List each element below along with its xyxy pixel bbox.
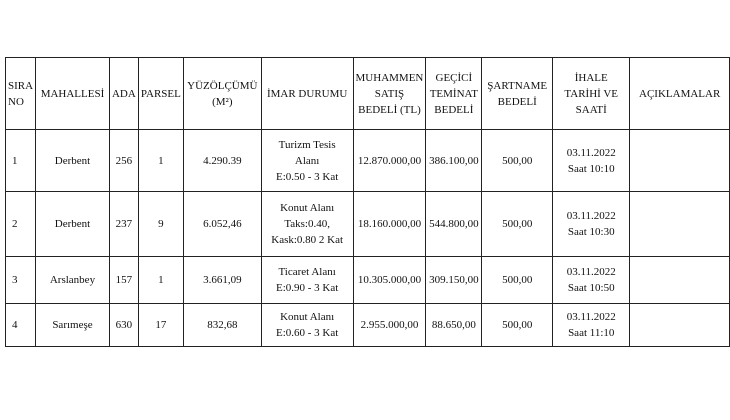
imar-line: E:0.50 - 3 Kat	[275, 170, 339, 183]
header-sira-line: SIRA	[8, 79, 34, 92]
cell-gecici: 88.650,00	[426, 304, 482, 347]
header-sira-line: NO	[8, 95, 24, 108]
cell-ada: 237	[109, 192, 138, 257]
ihale-time: Saat 10:50	[567, 282, 615, 294]
cell-mahalle: Arslanbey	[36, 257, 110, 304]
imar-line: E:0.90 - 3 Kat	[275, 282, 339, 294]
cell-mahalle: Derbent	[36, 192, 110, 257]
header-yuzolcumu-line: YÜZÖLÇÜMÜ	[187, 79, 258, 92]
cell-ada: 256	[109, 130, 138, 192]
header-mahalle-text: MAHALLESİ	[40, 87, 105, 100]
header-yuzolcumu-line: (M²)	[212, 95, 233, 108]
cell-yuzolcumu: 4.290.39	[183, 130, 261, 192]
ihale-date: 03.11.2022	[566, 266, 616, 278]
imar-line: E:0.60 - 3 Kat	[275, 327, 339, 339]
cell-ada: 630	[109, 304, 138, 347]
header-ihale	[553, 58, 630, 130]
table-row	[6, 304, 730, 347]
cell-ada: 157	[109, 257, 138, 304]
cell-yuzolcumu: 832,68	[183, 304, 261, 347]
table-row	[6, 130, 730, 192]
header-aciklamalar	[630, 58, 730, 130]
auction-table	[5, 57, 730, 347]
cell-parsel: 1	[138, 130, 183, 192]
header-aciklamalar-text: AÇIKLAMALAR	[639, 87, 721, 100]
header-gecici-line: BEDELİ	[434, 103, 474, 116]
cell-sartname: 500,00	[482, 304, 553, 347]
header-muhammen-line: BEDELİ (TL)	[358, 103, 421, 116]
header-imar	[261, 58, 353, 130]
cell-aciklama	[630, 192, 730, 257]
header-parsel-text: PARSEL	[140, 87, 181, 100]
cell-ihale	[553, 257, 630, 304]
cell-imar	[261, 257, 353, 304]
imar-line: Konut Alanı	[280, 311, 335, 323]
header-muhammen	[353, 58, 426, 130]
cell-mahalle: Derbent	[36, 130, 110, 192]
cell-aciklama	[630, 257, 730, 304]
cell-sira: 2	[6, 192, 36, 257]
cell-sartname: 500,00	[482, 192, 553, 257]
cell-parsel: 1	[138, 257, 183, 304]
imar-line: Konut Alanı	[280, 202, 335, 214]
header-muhammen-line: MUHAMMEN	[355, 71, 424, 84]
cell-aciklama	[630, 304, 730, 347]
imar-line: Alanı	[294, 154, 320, 167]
ihale-date: 03.11.2022	[566, 146, 616, 159]
imar-line: Taks:0.40,	[284, 218, 330, 230]
cell-muhammen: 2.955.000,00	[353, 304, 426, 347]
header-gecici-line: GEÇİCİ	[435, 71, 473, 84]
cell-yuzolcumu: 3.661,09	[183, 257, 261, 304]
header-parsel	[138, 58, 183, 130]
header-ihale-line: İHALE	[574, 71, 608, 84]
cell-imar	[261, 130, 353, 192]
cell-gecici: 386.100,00	[426, 130, 482, 192]
header-muhammen-line: SATIŞ	[374, 87, 405, 100]
header-imar-text: İMAR DURUMU	[266, 87, 348, 100]
ihale-time: Saat 10:30	[567, 226, 615, 238]
ihale-date: 03.11.2022	[566, 210, 616, 222]
ihale-time: Saat 11:10	[568, 327, 615, 339]
cell-imar	[261, 192, 353, 257]
header-sartname-line: ŞARTNAME	[487, 79, 548, 92]
table-row	[6, 192, 730, 257]
header-sira	[6, 58, 36, 130]
header-ihale-line: SAATİ	[575, 103, 607, 116]
cell-aciklama	[630, 130, 730, 192]
cell-imar	[261, 304, 353, 347]
header-sartname	[482, 58, 553, 130]
imar-line: Kask:0.80 2 Kat	[271, 234, 344, 246]
header-ada-text: ADA	[111, 87, 136, 100]
cell-ihale	[553, 192, 630, 257]
cell-mahalle: Sarımeşe	[36, 304, 110, 347]
header-ada	[109, 58, 138, 130]
header-row	[6, 58, 730, 130]
cell-sira: 1	[6, 130, 36, 192]
cell-gecici: 544.800,00	[426, 192, 482, 257]
cell-muhammen: 18.160.000,00	[353, 192, 426, 257]
header-yuzolcumu	[183, 58, 261, 130]
cell-parsel: 17	[138, 304, 183, 347]
cell-muhammen: 10.305.000,00	[353, 257, 426, 304]
table-row	[6, 257, 730, 304]
cell-sira: 4	[6, 304, 36, 347]
ihale-time: Saat 10:10	[567, 162, 615, 175]
header-gecici	[426, 58, 482, 130]
cell-yuzolcumu: 6.052,46	[183, 192, 261, 257]
cell-sira: 3	[6, 257, 36, 304]
cell-muhammen: 12.870.000,00	[353, 130, 426, 192]
header-mahalle	[36, 58, 110, 130]
cell-gecici: 309.150,00	[426, 257, 482, 304]
cell-ihale	[553, 304, 630, 347]
imar-line: Ticaret Alanı	[278, 266, 336, 278]
cell-parsel: 9	[138, 192, 183, 257]
document-page	[5, 57, 730, 347]
cell-ihale	[553, 130, 630, 192]
header-ihale-line: TARİHİ VE	[564, 87, 619, 100]
header-gecici-line: TEMİNAT	[429, 87, 478, 100]
header-sartname-line: BEDELİ	[497, 95, 537, 108]
cell-sartname: 500,00	[482, 257, 553, 304]
cell-sartname: 500,00	[482, 130, 553, 192]
imar-line: Turizm Tesis	[278, 138, 336, 151]
ihale-date: 03.11.2022	[566, 311, 616, 323]
